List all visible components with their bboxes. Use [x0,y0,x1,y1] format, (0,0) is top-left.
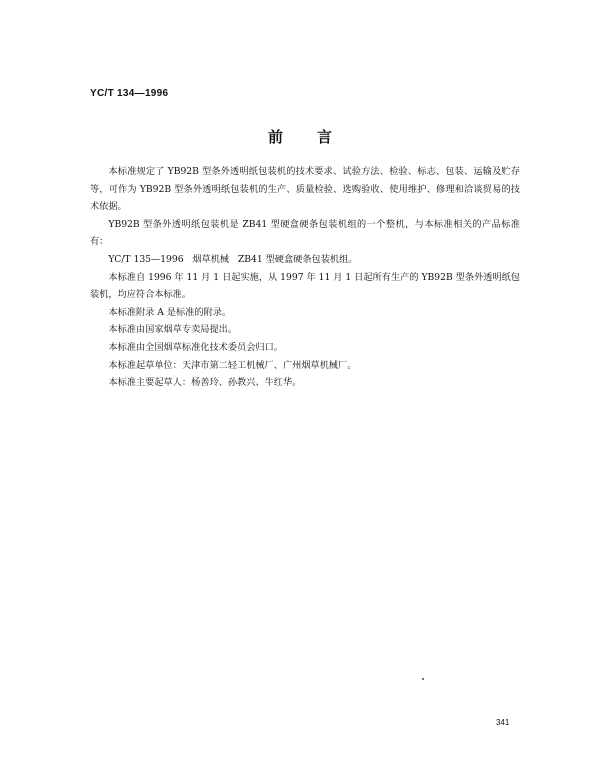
standard-number: YC/T 134—1996 [90,88,169,99]
page-title: 前言 [267,128,366,146]
paragraph-drafters: 本标准主要起草人：杨善玲、孙教兴、牛红华。 [108,377,302,389]
page-number: 341 [496,718,510,727]
paragraph-committee: 本标准由全国烟草标准化技术委员会归口。 [108,341,283,353]
paragraph-effective-date: 本标准自 1996 年 11 月 1 日起实施，从 1997 年 11 月 1 日起所有生产的 YB92B 型条外透明纸包装机，均应符合本标准。 [90,271,520,301]
document-body [90,163,520,392]
paragraph-proposer: 本标准由国家烟草专卖局提出。 [108,324,238,336]
scan-speck [422,678,424,680]
paragraph-related-standards: YB92B 型条外透明纸包装机是 ZB41 型硬盒硬条包装机组的一个整机，与本标准相关的产品标准有： [90,218,520,248]
paragraph-appendix: 本标准附录 A 是标准的附录。 [108,306,232,318]
paragraph-reference-standard: YC/T 135—1996 烟草机械 ZB41 型硬盒硬条包装机组。 [108,253,358,265]
paragraph-scope: 本标准规定了 YB92B 型条外透明纸包装机的技术要求、试验方法、检验、标志、包装、运输及贮存等，可作为 YB92B 型条外透明纸包装机的生产、质量检验、选购验收、使用维护、修理和洽谈贸易的技术依据。 [90,166,520,213]
paragraph-drafting-units: 本标准起草单位：天津市第二轻工机械厂、广州烟草机械厂。 [108,359,357,371]
